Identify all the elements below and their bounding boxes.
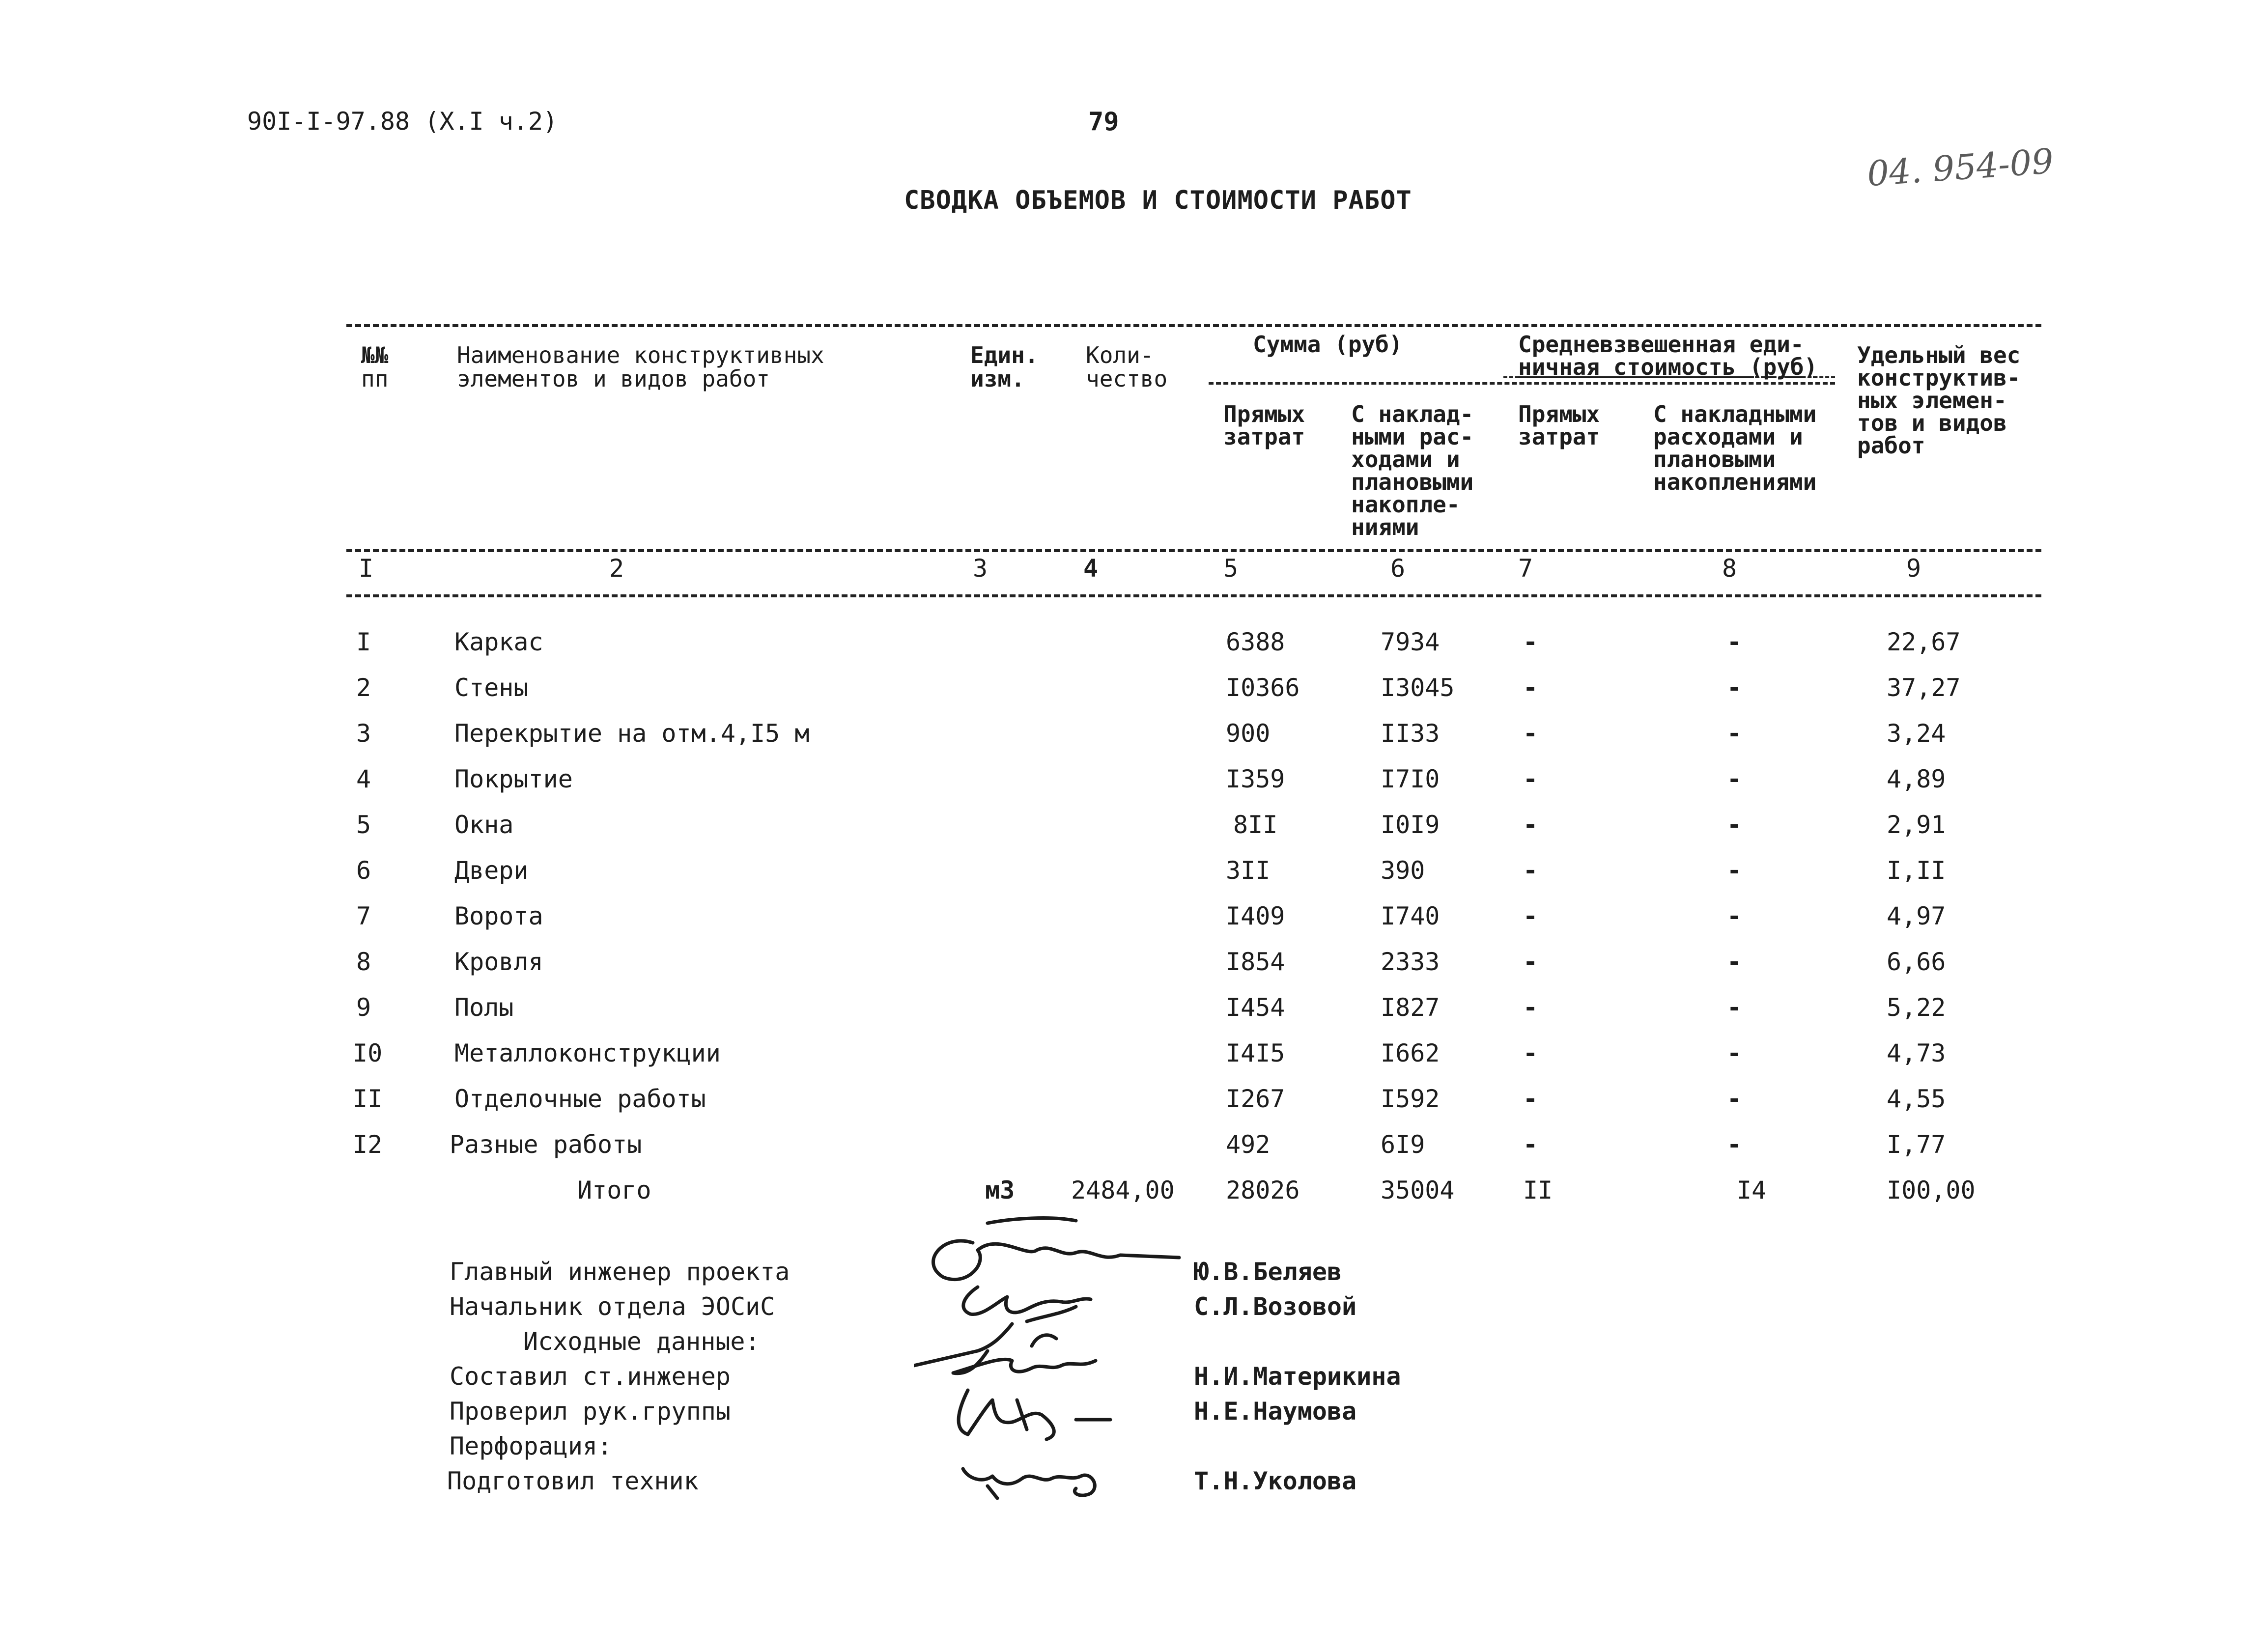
row-11-direct: I267 xyxy=(1226,1085,1285,1113)
signature-materikina xyxy=(953,1335,1096,1373)
column-number-7: 7 xyxy=(1518,554,1533,583)
header-weight-3: ных элемен- xyxy=(1857,387,2007,414)
column-number-2: 2 xyxy=(609,554,624,583)
header-unit-2: изм. xyxy=(970,365,1025,392)
header-avg-overhead-3: плановыми xyxy=(1653,446,1776,473)
row-5-avg-overhead: - xyxy=(1727,811,1742,839)
row-2-avg-overhead: - xyxy=(1727,673,1742,702)
handwritten-signatures xyxy=(914,1204,1189,1508)
signature-name-5: Н.Е.Наумова xyxy=(1194,1397,1357,1426)
row-2-name: Стены xyxy=(454,673,529,702)
row-1-avg-direct: - xyxy=(1523,628,1538,656)
header-weight-2: конструктив- xyxy=(1857,364,2021,391)
row-5-name: Окна xyxy=(454,811,514,839)
header-sum-overhead-1: С наклад- xyxy=(1351,401,1474,427)
row-11-avg-overhead: - xyxy=(1727,1085,1742,1113)
row-12-avg-overhead: - xyxy=(1727,1130,1742,1159)
column-number-rule xyxy=(346,594,2041,597)
column-number-9: 9 xyxy=(1906,554,1921,583)
archive-number-handwritten: 04. 954-09 xyxy=(1865,140,2055,195)
row-9-weight: 5,22 xyxy=(1887,993,1946,1022)
row-2-overhead: I3045 xyxy=(1381,673,1455,702)
row-7-overhead: I740 xyxy=(1381,902,1440,930)
row-6-avg-overhead: - xyxy=(1727,856,1742,885)
signature-role-3: Исходные данные: xyxy=(523,1327,760,1356)
header-name-2: элементов и видов работ xyxy=(457,365,770,392)
total-avg-direct: II xyxy=(1523,1176,1553,1204)
header-avg-overhead-4: накоплениями xyxy=(1653,469,1817,495)
row-6-num: 6 xyxy=(356,856,371,885)
header-sum-overhead-6: ниями xyxy=(1351,514,1419,540)
signature-name-1: Ю.В.Беляев xyxy=(1194,1258,1342,1286)
row-1-direct: 6388 xyxy=(1226,628,1285,656)
total-weight: I00,00 xyxy=(1887,1176,1976,1204)
row-6-direct: 3II xyxy=(1226,856,1271,885)
row-4-num: 4 xyxy=(356,765,371,793)
signature-role-6: Перфорация: xyxy=(450,1432,613,1460)
header-avg-direct-2: затрат xyxy=(1518,423,1600,450)
row-10-overhead: I662 xyxy=(1381,1039,1440,1067)
row-9-direct: I454 xyxy=(1226,993,1285,1022)
column-number-8: 8 xyxy=(1722,554,1737,583)
row-12-overhead: 6I9 xyxy=(1381,1130,1425,1159)
header-qty-1: Коли- xyxy=(1086,342,1154,368)
row-10-name: Металлоконструкции xyxy=(454,1039,721,1067)
header-weight-1: Удельный вес xyxy=(1857,342,2021,368)
row-4-avg-overhead: - xyxy=(1727,765,1742,793)
row-3-num: 3 xyxy=(356,719,371,748)
column-number-4: 4 xyxy=(1083,554,1099,583)
total-unit: м3 xyxy=(985,1176,1015,1204)
row-6-weight: I,II xyxy=(1887,856,1946,885)
row-5-overhead: I0I9 xyxy=(1381,811,1440,839)
row-5-num: 5 xyxy=(356,811,371,839)
row-11-name: Отделочные работы xyxy=(454,1085,706,1113)
row-12-direct: 492 xyxy=(1226,1130,1271,1159)
page-number: 79 xyxy=(1088,107,1119,137)
row-11-num: II xyxy=(353,1085,383,1113)
header-sum: Сумма (руб) xyxy=(1253,331,1403,358)
signature-role-4: Составил ст.инженер xyxy=(450,1362,731,1391)
row-9-name: Полы xyxy=(454,993,514,1022)
row-3-avg-overhead: - xyxy=(1727,719,1742,748)
signature-naumova xyxy=(959,1390,1110,1439)
row-8-num: 8 xyxy=(356,948,371,976)
row-2-avg-direct: - xyxy=(1523,673,1538,702)
column-number-5: 5 xyxy=(1223,554,1239,583)
header-weight-5: работ xyxy=(1857,432,1925,459)
row-1-weight: 22,67 xyxy=(1887,628,1961,656)
row-12-name: Разные работы xyxy=(450,1130,642,1159)
sum-subheader-rule xyxy=(1209,382,1835,385)
header-sum-overhead-4: плановыми xyxy=(1351,469,1474,495)
row-10-avg-direct: - xyxy=(1523,1039,1538,1067)
row-8-avg-direct: - xyxy=(1523,948,1538,976)
row-6-name: Двери xyxy=(454,856,529,885)
row-8-name: Кровля xyxy=(454,948,543,976)
row-3-name: Перекрытие на отм.4,I5 м xyxy=(454,719,810,748)
table-top-rule xyxy=(346,324,2041,327)
row-12-avg-direct: - xyxy=(1523,1130,1538,1159)
row-11-weight: 4,55 xyxy=(1887,1085,1946,1113)
row-2-direct: I0366 xyxy=(1226,673,1300,702)
header-num-2: пп xyxy=(361,365,389,392)
row-8-overhead: 2333 xyxy=(1381,948,1440,976)
header-avg-direct-1: Прямых xyxy=(1518,401,1600,427)
signature-role-2: Начальник отдела ЭОСиС xyxy=(450,1292,775,1321)
row-10-avg-overhead: - xyxy=(1727,1039,1742,1067)
row-11-overhead: I592 xyxy=(1381,1085,1440,1113)
header-qty-2: чество xyxy=(1086,365,1168,392)
row-3-overhead: II33 xyxy=(1381,719,1440,748)
row-4-avg-direct: - xyxy=(1523,765,1538,793)
column-number-3: 3 xyxy=(973,554,988,583)
header-num-1: №№ xyxy=(361,342,389,368)
header-unit-1: Един. xyxy=(970,342,1039,368)
row-1-num: I xyxy=(356,628,371,656)
row-9-num: 9 xyxy=(356,993,371,1022)
row-9-avg-overhead: - xyxy=(1727,993,1742,1022)
signature-name-4: Н.И.Материкина xyxy=(1194,1362,1401,1391)
signature-vozovoy xyxy=(914,1287,1091,1366)
header-name-1: Наименование конструктивных xyxy=(457,342,824,368)
signature-belyaev xyxy=(933,1218,1179,1280)
row-7-weight: 4,97 xyxy=(1887,902,1946,930)
header-sum-overhead-3: ходами и xyxy=(1351,446,1460,473)
row-9-overhead: I827 xyxy=(1381,993,1440,1022)
row-4-direct: I359 xyxy=(1226,765,1285,793)
header-sum-overhead-5: накопле- xyxy=(1351,491,1460,518)
row-2-num: 2 xyxy=(356,673,371,702)
header-sum-overhead-2: ными рас- xyxy=(1351,423,1474,450)
row-6-overhead: 390 xyxy=(1381,856,1425,885)
signature-role-1: Главный инженер проекта xyxy=(450,1258,790,1286)
header-weight-4: тов и видов xyxy=(1857,410,2007,436)
column-number-6: 6 xyxy=(1390,554,1406,583)
row-8-avg-overhead: - xyxy=(1727,948,1742,976)
row-1-name: Каркас xyxy=(454,628,543,656)
header-sum-direct-2: затрат xyxy=(1223,423,1305,450)
header-avg-1: Средневзвешенная еди- xyxy=(1518,331,1804,358)
row-1-overhead: 7934 xyxy=(1381,628,1440,656)
row-12-weight: I,77 xyxy=(1887,1130,1946,1159)
row-7-name: Ворота xyxy=(454,902,543,930)
row-3-direct: 900 xyxy=(1226,719,1271,748)
total-avg-overhead: I4 xyxy=(1737,1176,1767,1204)
row-12-num: I2 xyxy=(353,1130,383,1159)
total-qty: 2484,00 xyxy=(1071,1176,1175,1204)
row-6-avg-direct: - xyxy=(1523,856,1538,885)
row-5-direct: 8II xyxy=(1233,811,1278,839)
header-sum-direct-1: Прямых xyxy=(1223,401,1305,427)
row-9-avg-direct: - xyxy=(1523,993,1538,1022)
signature-role-7: Подготовил техник xyxy=(447,1467,699,1495)
row-7-avg-direct: - xyxy=(1523,902,1538,930)
signature-ukolova xyxy=(963,1469,1095,1498)
header-avg-2: ничная стоимость (руб) xyxy=(1518,354,1818,380)
document-code: 90I-I-97.88 (X.I ч.2) xyxy=(247,107,558,136)
row-2-weight: 37,27 xyxy=(1887,673,1961,702)
row-8-weight: 6,66 xyxy=(1887,948,1946,976)
signature-role-5: Проверил рук.группы xyxy=(450,1397,731,1426)
total-overhead: 35004 xyxy=(1381,1176,1455,1204)
document-title: СВОДКА ОБЪЕМОВ И СТОИМОСТИ РАБОТ xyxy=(904,186,1412,215)
row-5-avg-direct: - xyxy=(1523,811,1538,839)
total-label: Итого xyxy=(577,1176,651,1204)
column-number-1: I xyxy=(359,554,374,583)
row-10-num: I0 xyxy=(353,1039,383,1067)
row-5-weight: 2,91 xyxy=(1887,811,1946,839)
row-10-weight: 4,73 xyxy=(1887,1039,1946,1067)
row-11-avg-direct: - xyxy=(1523,1085,1538,1113)
signature-name-7: Т.Н.Уколова xyxy=(1194,1467,1357,1495)
header-bottom-rule xyxy=(346,549,2041,552)
total-direct: 28026 xyxy=(1226,1176,1300,1204)
row-7-num: 7 xyxy=(356,902,371,930)
row-4-name: Покрытие xyxy=(454,765,573,793)
header-avg-overhead-2: расходами и xyxy=(1653,423,1803,450)
row-10-direct: I4I5 xyxy=(1226,1039,1285,1067)
row-1-avg-overhead: - xyxy=(1727,628,1742,656)
row-8-direct: I854 xyxy=(1226,948,1285,976)
row-3-avg-direct: - xyxy=(1523,719,1538,748)
row-7-avg-overhead: - xyxy=(1727,902,1742,930)
row-4-weight: 4,89 xyxy=(1887,765,1946,793)
header-avg-overhead-1: С накладными xyxy=(1653,401,1817,427)
row-7-direct: I409 xyxy=(1226,902,1285,930)
row-3-weight: 3,24 xyxy=(1887,719,1946,748)
row-4-overhead: I7I0 xyxy=(1381,765,1440,793)
signature-name-2: С.Л.Возовой xyxy=(1194,1292,1357,1321)
